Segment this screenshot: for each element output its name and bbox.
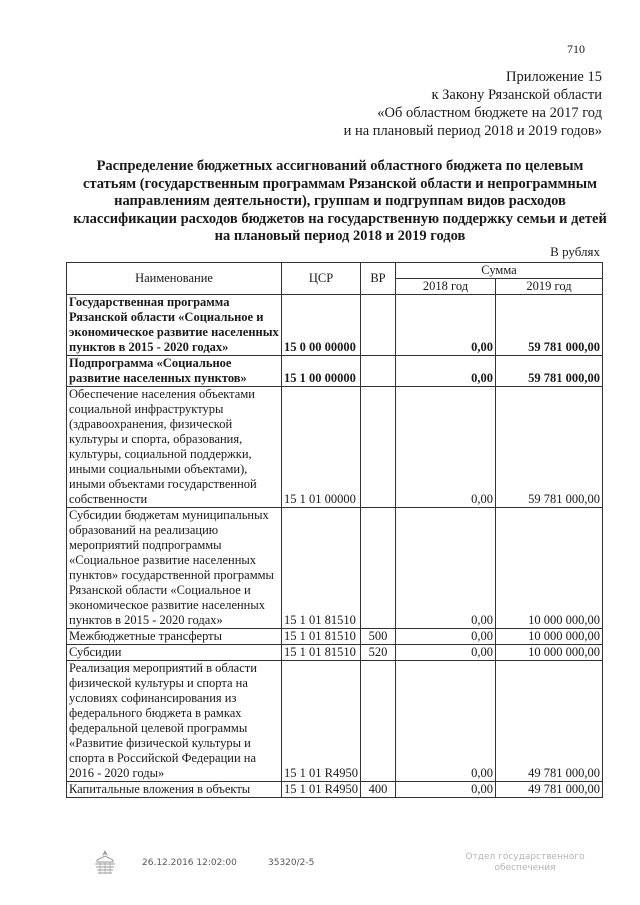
row-name: Подпрограмма «Социальное развитие населенных пунктов» xyxy=(67,356,282,387)
row-vr xyxy=(361,295,396,356)
row-csr: 15 1 01 00000 xyxy=(282,387,361,508)
appendix-header xyxy=(344,68,602,140)
row-vr: 500 xyxy=(361,629,396,645)
row-sum-2018: 0,00 xyxy=(396,661,496,782)
row-name: Межбюджетные трансферты xyxy=(67,629,282,645)
table-row xyxy=(67,508,603,629)
table-row xyxy=(67,782,603,798)
footer-timestamp: 26.12.2016 12:02:00 xyxy=(142,858,237,868)
appendix-line-2: к Закону Рязанской области xyxy=(431,87,602,103)
table-row xyxy=(67,661,603,782)
row-vr xyxy=(361,356,396,387)
row-name: Субсидии бюджетам муниципальных образований на реализацию мероприятий подпрограммы «Социальное развитие населенных пунктов» государственной программы Рязанской области «Социальное и экономическое развитие населенных пунктов в 2015 - 2020 годах» xyxy=(67,508,282,629)
row-csr: 15 0 00 00000 xyxy=(282,295,361,356)
appendix-line-3: «Об областном бюджете на 2017 год xyxy=(377,105,602,121)
row-name: Капитальные вложения в объекты xyxy=(67,782,282,798)
appendix-line-4: и на плановый период 2018 и 2019 годов» xyxy=(343,123,602,139)
header-year-2019: 2019 год xyxy=(496,279,603,295)
row-sum-2019: 49 781 000,00 xyxy=(496,661,603,782)
row-sum-2019: 59 781 000,00 xyxy=(496,295,603,356)
header-year-2018: 2018 год xyxy=(396,279,496,295)
row-csr: 15 1 01 R4950 xyxy=(282,782,361,798)
row-sum-2018: 0,00 xyxy=(396,387,496,508)
row-sum-2019: 49 781 000,00 xyxy=(496,782,603,798)
header-vr: ВР xyxy=(361,263,396,295)
row-sum-2018: 0,00 xyxy=(396,629,496,645)
row-vr xyxy=(361,387,396,508)
row-sum-2018: 0,00 xyxy=(396,295,496,356)
row-sum-2019: 59 781 000,00 xyxy=(496,387,603,508)
row-vr xyxy=(361,508,396,629)
row-csr: 15 1 01 81510 xyxy=(282,508,361,629)
row-sum-2019: 10 000 000,00 xyxy=(496,645,603,661)
table-row xyxy=(67,295,603,356)
row-sum-2018: 0,00 xyxy=(396,782,496,798)
row-sum-2019: 59 781 000,00 xyxy=(496,356,603,387)
row-sum-2018: 0,00 xyxy=(396,645,496,661)
row-vr xyxy=(361,661,396,782)
page-number: 710 xyxy=(567,42,585,56)
table-row xyxy=(67,629,603,645)
header-csr: ЦСР xyxy=(282,263,361,295)
row-csr: 15 1 01 81510 xyxy=(282,645,361,661)
budget-table xyxy=(66,262,603,798)
row-name: Обеспечение населения объектами социальной инфраструктуры (здравоохранения, физической культуры и спорта, образования, культуры, социальной поддержки, иными социальными объектами), иными объектами государственной собственности xyxy=(67,387,282,508)
row-sum-2018: 0,00 xyxy=(396,356,496,387)
row-vr: 400 xyxy=(361,782,396,798)
table-row xyxy=(67,645,603,661)
row-sum-2019: 10 000 000,00 xyxy=(496,629,603,645)
emblem-icon xyxy=(92,848,118,878)
footer-doc-code: 35320/2-5 xyxy=(268,858,315,868)
row-csr: 15 1 00 00000 xyxy=(282,356,361,387)
row-sum-2019: 10 000 000,00 xyxy=(496,508,603,629)
appendix-line-1: Приложение 15 xyxy=(506,69,602,85)
row-csr: 15 1 01 R4950 xyxy=(282,661,361,782)
table-row xyxy=(67,387,603,508)
units-label: В рублях xyxy=(550,244,600,259)
document-title: Распределение бюджетных ассигнований областного бюджета по целевым статьям (государственным программам Рязанской области и непрограммным направлениям деятельности), группам и подгруппам видов расходов классификации расходов бюджетов на государственную поддержку семьи и детей на плановый период 2018 и 2019 годов xyxy=(73,158,607,244)
table-row xyxy=(67,356,603,387)
row-name: Государственная программа Рязанской области «Социальное и экономическое развитие населенных пунктов в 2015 - 2020 годах» xyxy=(67,295,282,356)
stamp-text: Отдел государственного обеспечения xyxy=(465,852,585,873)
row-sum-2018: 0,00 xyxy=(396,508,496,629)
row-vr: 520 xyxy=(361,645,396,661)
row-name: Субсидии xyxy=(67,645,282,661)
header-name: Наименование xyxy=(67,263,282,295)
header-sum: Сумма xyxy=(396,263,603,279)
row-name: Реализация мероприятий в области физической культуры и спорта на условиях софинансирования из федерального бюджета в рамках федеральной целевой программы «Развитие физической культуры и спорта в Российской Федерации на 2016 - 2020 годы» xyxy=(67,661,282,782)
row-csr: 15 1 01 81510 xyxy=(282,629,361,645)
